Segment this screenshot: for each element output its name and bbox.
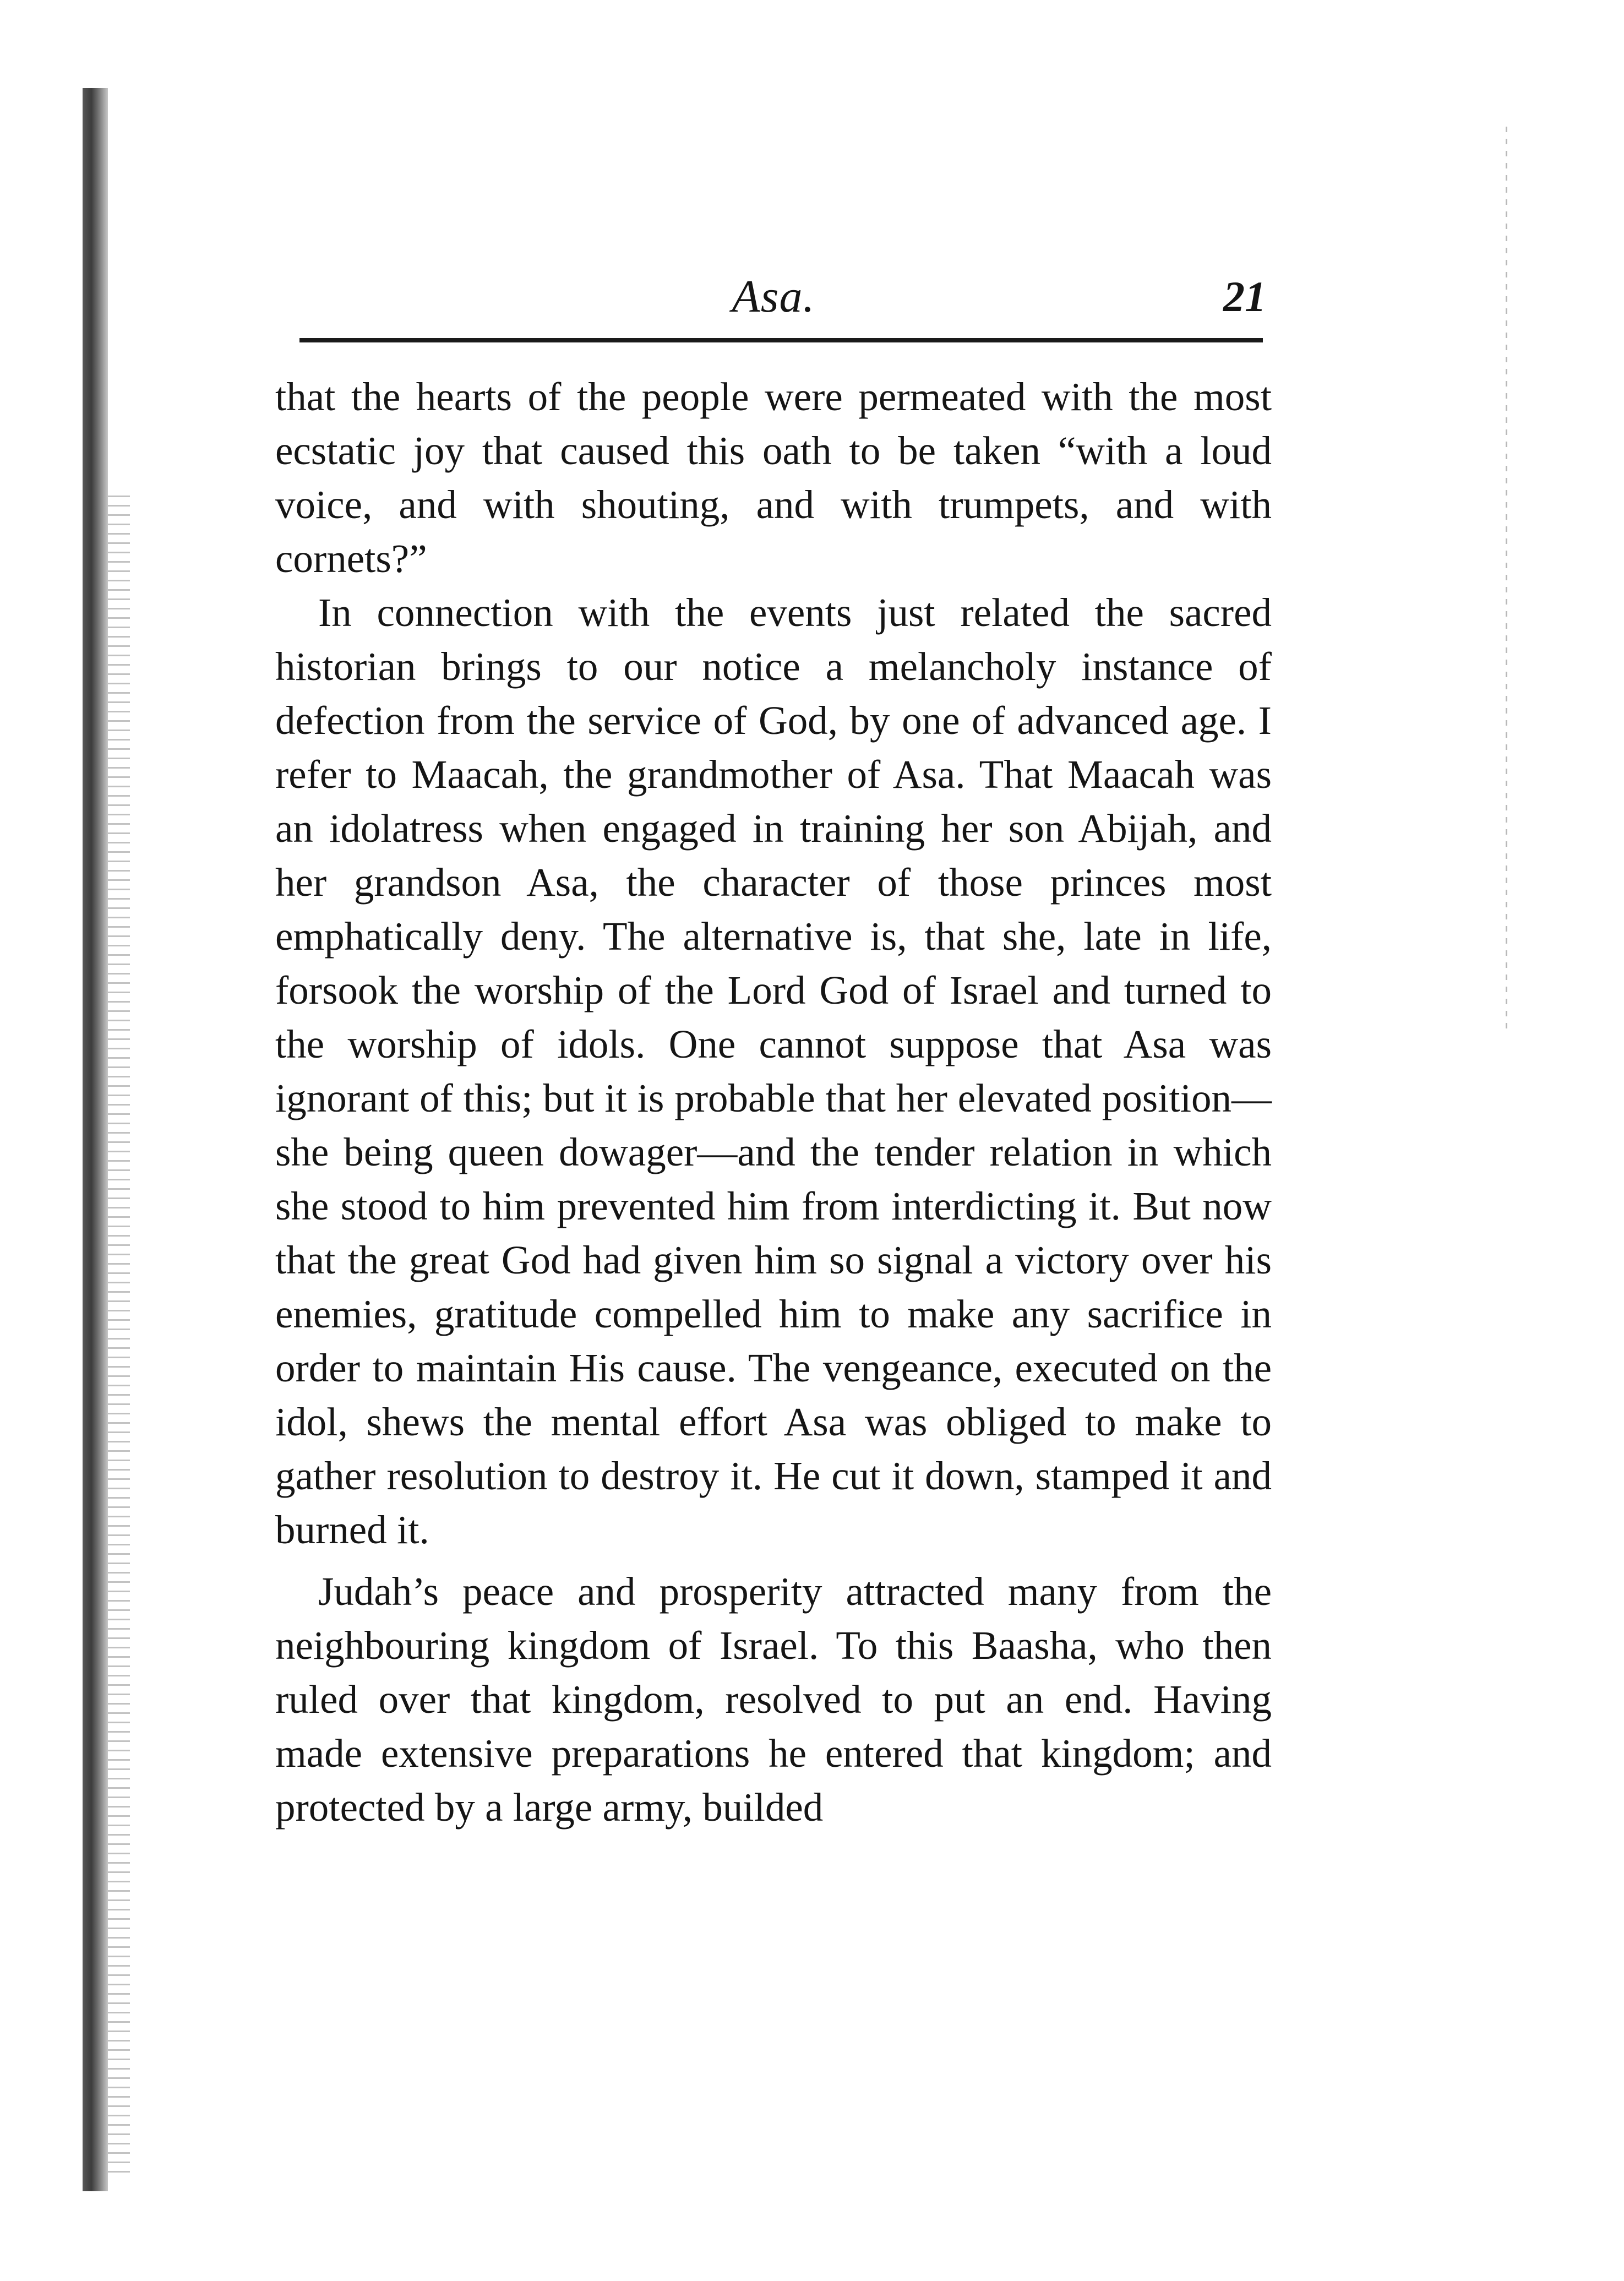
paragraph: In connection with the events just related the sacred historian brings to our notice a melancholy instance of defection from the service of God, by one of advanced age. I refer to Maacah, the grandmother of Asa. That Maacah was an idolatress when engaged in training her son Abijah, and her grandson Asa, the character of those princes most emphatically deny. The alternative is, that she, late in life, forsook the worship of the Lord God of Israel and turned to the worship of idols. One cannot suppose that Asa was ignorant of this; but it is probable that her elevated position—she being queen dowager—and the tender relation in which she stood to him prevented him from interdicting it. But now that the great God had given him so signal a victory over his enemies, gratitude compelled him to make any sacrifice in order to maintain His cause. The vengeance, executed on the idol, shews the mental effort Asa was obliged to make to gather resolution to destroy it. He cut it down, stamped it and burned it.: [275, 590, 1272, 1552]
scanned-binding-shadow: [108, 496, 130, 2175]
scanned-binding-edge: [83, 88, 108, 2191]
running-title: Asa.: [732, 271, 815, 322]
paragraph: Judah’s peace and prosperity attracted many from the neighbouring kingdom of Israel. To this Baasha, who then ruled over that kingdom, resolved to put an end. Having made extensive preparations he entered that kingdom; and protected by a large army, builded: [275, 1569, 1272, 1830]
paragraph: that the hearts of the people were permeated with the most ecstatic joy that caused this oath to be taken “with a loud voice, and with shouting, and with trumpets, and with cornets?”: [275, 374, 1272, 581]
book-page: [275, 259, 1272, 1834]
body-text: [275, 370, 1272, 1834]
scanned-margin-mark: [1506, 127, 1507, 1035]
page-number: 21: [1223, 273, 1266, 320]
running-head: [275, 259, 1272, 322]
header-rule: [299, 338, 1263, 342]
